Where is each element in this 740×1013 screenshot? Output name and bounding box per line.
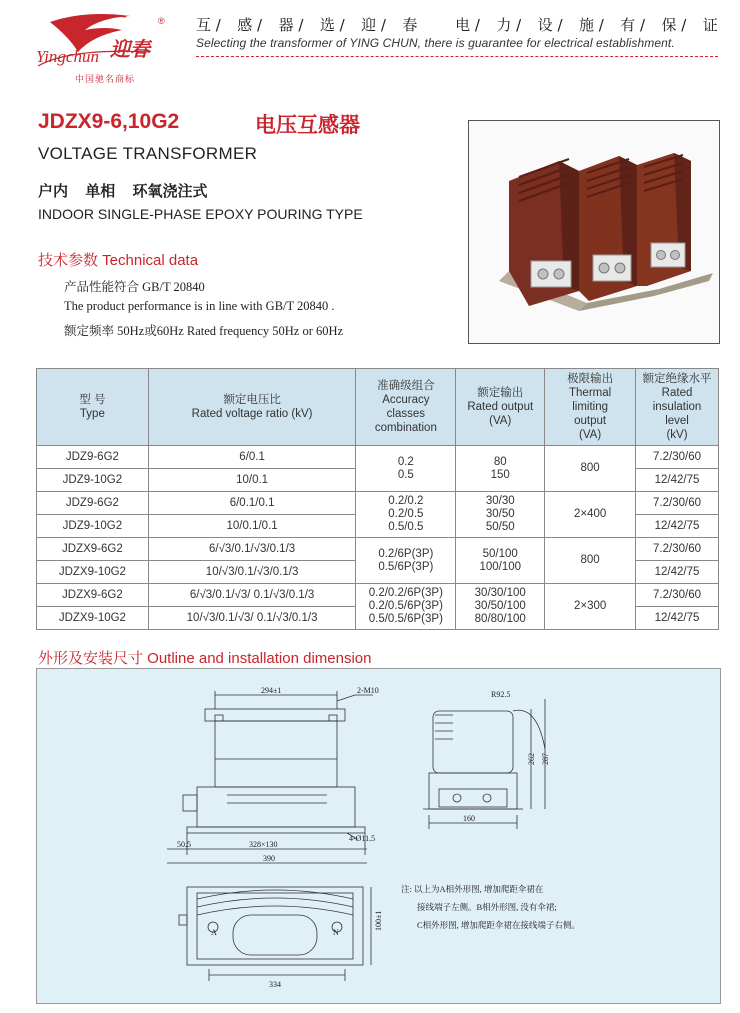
note-line-3: C相外形图, 增加爬距伞裙在接线端子右侧。 bbox=[417, 920, 580, 930]
cell-limiting: 800 bbox=[545, 446, 636, 492]
header-insulation: 额定绝缘水平 Rated insulation level (kV) bbox=[636, 369, 719, 446]
slogan-char: 迎 / bbox=[361, 16, 386, 34]
cell-type: JDZ9-10G2 bbox=[37, 469, 149, 492]
dimension-drawing bbox=[37, 669, 720, 1003]
dim-bottom: 334 bbox=[269, 980, 281, 989]
cell-ratio: 6/√3/0.1/√3/0.1/3 bbox=[148, 538, 356, 561]
spec-table bbox=[36, 368, 719, 630]
header-ratio: 额定电压比 Rated voltage ratio (kV) bbox=[148, 369, 356, 446]
cell-ratio: 10/0.1 bbox=[148, 469, 356, 492]
cell-limiting: 2×400 bbox=[545, 492, 636, 538]
terminal-a: A bbox=[211, 928, 217, 937]
note-line-2: 接线端子左侧。B相外形图, 没有伞裙; bbox=[417, 902, 557, 912]
dim-bolt: 2-M10 bbox=[357, 686, 379, 695]
dim-left: 50.5 bbox=[177, 840, 191, 849]
cell-insulation: 12/42/75 bbox=[636, 561, 719, 584]
slogan-char: 施 / bbox=[578, 16, 604, 34]
cell-insulation: 7.2/30/60 bbox=[636, 492, 719, 515]
header-output: 额定输出 Rated output (VA) bbox=[456, 369, 545, 446]
product-name-cn: 电压互感器 bbox=[255, 113, 360, 137]
front-top-cap bbox=[205, 709, 345, 721]
cell-accuracy: 0.2/6P(3P) 0.5/6P(3P) bbox=[356, 538, 456, 584]
product-photo bbox=[468, 120, 720, 344]
cell-insulation: 12/42/75 bbox=[636, 515, 719, 538]
cell-insulation: 7.2/30/60 bbox=[636, 446, 719, 469]
dim-top-width: 294±1 bbox=[261, 686, 282, 695]
slogan-char: 选 / bbox=[319, 16, 345, 34]
dim-hole: 4-Ø11.5 bbox=[349, 834, 376, 843]
cell-accuracy: 0.2/0.2/6P(3P) 0.2/0.5/6P(3P) 0.5/0.5/6P(3P) bbox=[356, 584, 456, 630]
slogan-char: 感 / bbox=[237, 16, 263, 34]
cell-type: JDZ9-6G2 bbox=[37, 446, 149, 469]
type-cn: 户内 单相 环氧浇注式 bbox=[38, 182, 208, 200]
slogan-char bbox=[434, 14, 439, 35]
cell-accuracy: 0.2/0.2 0.2/0.5 0.5/0.5 bbox=[356, 492, 456, 538]
slogan-char: 保 / bbox=[661, 16, 687, 34]
slogan-char: 有 / bbox=[620, 16, 646, 34]
standard-en: The product performance is in line with GB/T 20840 . bbox=[64, 299, 335, 313]
header-type: 型 号 Type bbox=[37, 369, 149, 446]
slogan-char: 电 / bbox=[455, 16, 480, 34]
model-number: JDZX9-6,10G2 bbox=[38, 110, 180, 133]
logo-cn: 迎春 bbox=[110, 37, 150, 61]
dim-mount: 328×130 bbox=[249, 840, 278, 849]
yingchun-logo bbox=[30, 8, 180, 78]
cell-ratio: 10/√3/0.1/√3/0.1/3 bbox=[148, 561, 356, 584]
cell-insulation: 12/42/75 bbox=[636, 607, 719, 630]
product-name-en: VOLTAGE TRANSFORMER bbox=[38, 144, 258, 163]
cell-ratio: 6/0.1 bbox=[148, 446, 356, 469]
cell-ratio: 10/0.1/0.1 bbox=[148, 515, 356, 538]
dim-radius: R92.5 bbox=[491, 690, 511, 699]
slogan-char: 器 / bbox=[278, 16, 304, 34]
cell-type: JDZX9-10G2 bbox=[37, 607, 149, 630]
cell-insulation: 7.2/30/60 bbox=[636, 584, 719, 607]
cell-ratio: 6/0.1/0.1 bbox=[148, 492, 356, 515]
cell-type: JDZX9-6G2 bbox=[37, 538, 149, 561]
table-row bbox=[37, 538, 719, 561]
terminal-n: N bbox=[333, 928, 339, 937]
cell-ratio: 6/√3/0.1/√3/ 0.1/√3/0.1/3 bbox=[148, 584, 356, 607]
table-row bbox=[37, 492, 719, 515]
registered-mark: ® bbox=[158, 16, 165, 26]
cell-output: 30/30/100 30/50/100 80/80/100 bbox=[456, 584, 545, 630]
cell-type: JDZX9-6G2 bbox=[37, 584, 149, 607]
cell-type: JDZX9-10G2 bbox=[37, 561, 149, 584]
slogan-cn bbox=[196, 14, 718, 35]
slogan-char: 证 bbox=[702, 16, 718, 34]
slogan-char: 力 / bbox=[496, 16, 522, 34]
outline-heading: 外形及安装尺寸 Outline and installation dimension bbox=[38, 650, 372, 667]
dim-height-287: 287 bbox=[541, 753, 550, 765]
cell-ratio: 10/√3/0.1/√3/ 0.1/√3/0.1/3 bbox=[148, 607, 356, 630]
cell-output: 80 150 bbox=[456, 446, 545, 492]
slogan-char: 设 / bbox=[537, 16, 563, 34]
table-row bbox=[37, 446, 719, 469]
brand-tag: 中国驰名商标 bbox=[75, 74, 136, 84]
cell-type: JDZ9-6G2 bbox=[37, 492, 149, 515]
note-line-1: 注: 以上为A相外形图, 增加爬距伞裙在 bbox=[401, 884, 544, 894]
technical-data-heading: 技术参数 Technical data bbox=[38, 252, 199, 269]
slogan-en: Selecting the transformer of YING CHUN, there is guarantee for electrical establishment. bbox=[196, 36, 675, 50]
cell-type: JDZ9-10G2 bbox=[37, 515, 149, 538]
logo-script: Yingchun bbox=[36, 47, 99, 66]
standard-cn: 产品性能符合 GB/T 20840 bbox=[64, 280, 205, 294]
slogan-char: 互 / bbox=[196, 16, 221, 34]
cell-insulation: 7.2/30/60 bbox=[636, 538, 719, 561]
slogan-char: 春 bbox=[402, 16, 418, 34]
cell-accuracy: 0.2 0.5 bbox=[356, 446, 456, 492]
cell-insulation: 12/42/75 bbox=[636, 469, 719, 492]
cell-limiting: 800 bbox=[545, 538, 636, 584]
header-limiting: 极限输出 Thermal limiting output (VA) bbox=[545, 369, 636, 446]
table-row bbox=[37, 584, 719, 607]
table-header-row bbox=[37, 369, 719, 446]
dim-depth: 160 bbox=[463, 814, 475, 823]
dim-width: 390 bbox=[263, 854, 275, 863]
cell-limiting: 2×300 bbox=[545, 584, 636, 630]
outline-drawing bbox=[36, 668, 721, 1004]
cell-output: 30/30 30/50 50/50 bbox=[456, 492, 545, 538]
front-body bbox=[215, 721, 337, 787]
cell-output: 50/100 100/100 bbox=[456, 538, 545, 584]
header-divider bbox=[196, 56, 718, 57]
dim-side: 100±1 bbox=[374, 910, 383, 931]
rated-frequency: 额定频率 50Hz或60Hz Rated frequency 50Hz or 60Hz bbox=[64, 324, 344, 338]
type-en: INDOOR SINGLE-PHASE EPOXY POURING TYPE bbox=[38, 206, 363, 222]
header-accuracy: 准确级组合 Accuracy classes combination bbox=[356, 369, 456, 446]
dim-height-262: 262 bbox=[527, 753, 536, 765]
